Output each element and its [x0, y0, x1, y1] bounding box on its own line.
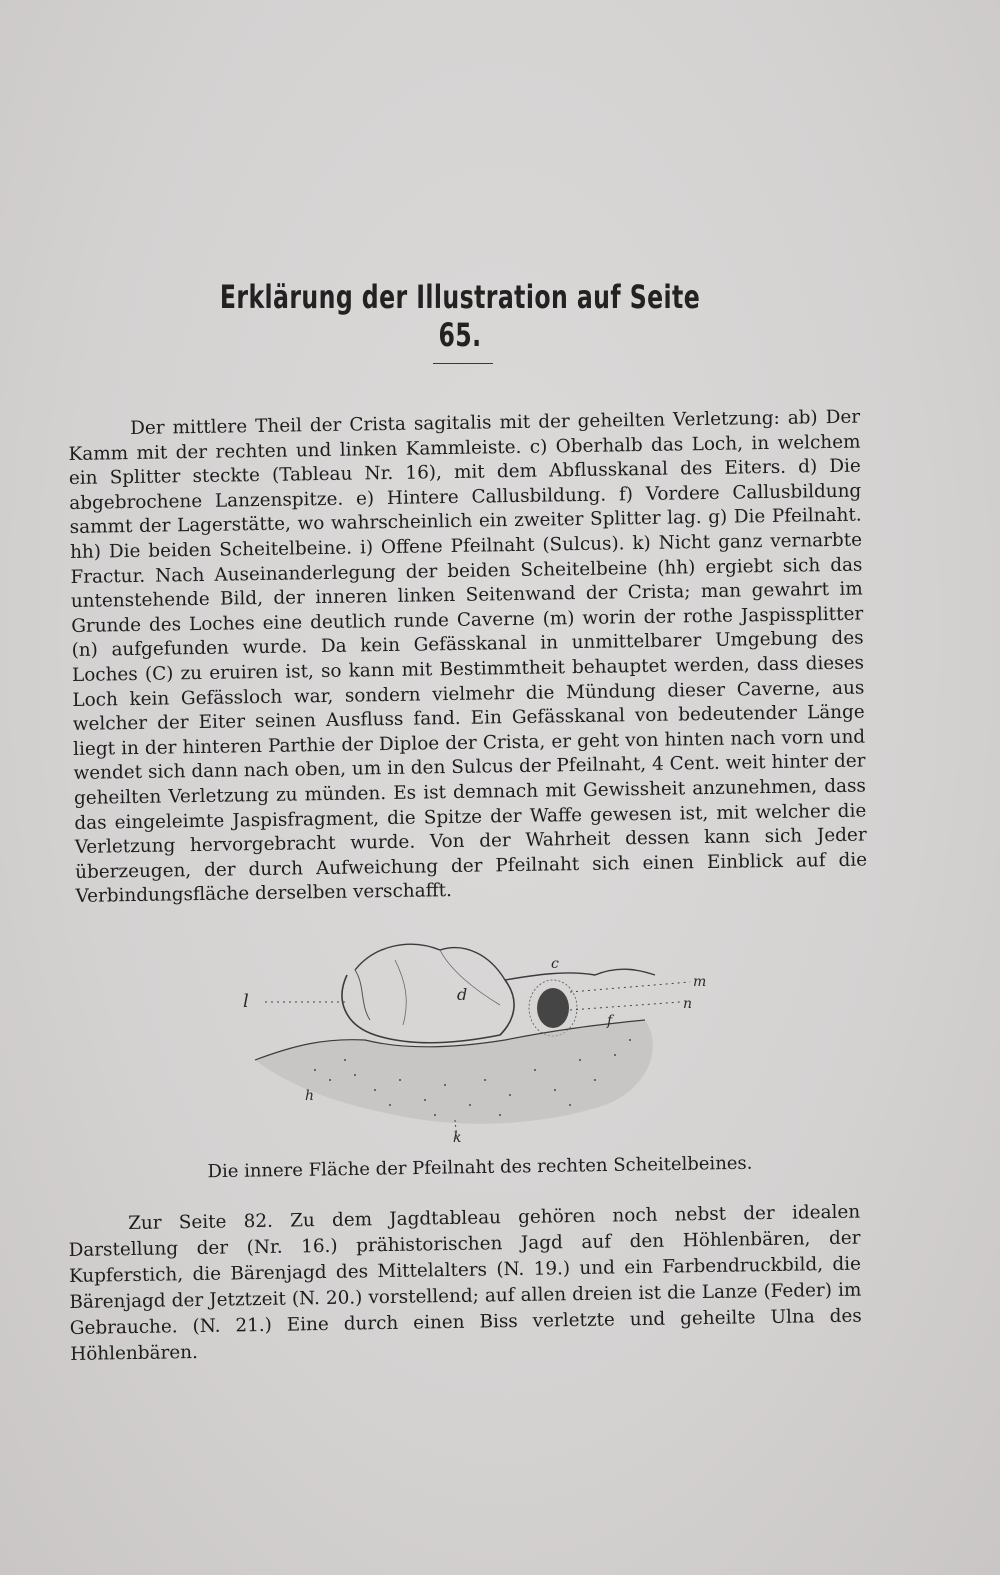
- figure-label-c: c: [551, 956, 559, 972]
- figure-label-k: k: [453, 1130, 462, 1145]
- explanation-paragraph: Der mittlere Theil der Crista sagitalis mit der geheilten Verletzung: ab) Der Kamm mit der rechten und linken Kammleiste. c) Oberhalb das Loch, in welchem ein Splitter steckte (Tableau Nr. 16), mit dem Abflusskanal des Eiters. d) Die abgebrochene Lanzenspitze. e) Hintere Callusbildung. f) Vordere Callusbildung sammt der Lagerstätte, wo wahrscheinlich ein zweiter Splitter lag. g) Die Pfeilnaht. hh) Die beiden Scheitelbeine. i) Offene Pfeilnaht (Sulcus). k) Nicht ganz vernarbte Fractur. Nach Auseinanderlegung der beiden Scheitelbeine (hh) ergiebt sich das untenstehende Bild, der inneren linken Seitenwand der Crista; man gewahrt im Grunde des Loches eine deutlich runde Caverne (m) worin der rothe Jaspissplitter (n) aufgefunden wurde. Da kein Gefässkanal in unmittelbarer Umgebung des Loches (C) zu eruiren ist, so kann mit Bestimmtheit behauptet werden, dass dieses Loch kein Gefässloch war, sondern vielmehr die Mündung dieser Caverne, aus welcher der Eiter seinen Ausfluss fand. Ein Gefässkanal von bedeutender Länge liegt in der hinteren Parthie der Diploe der Crista, er geht von hinten nach vorn und wendet sich dann nach oben, um in den Sulcus der Pfeilnaht, 4 Cent. weit hinter der geheilten Verletzung zu münden. Es ist demnach mit Gewissheit anzunehmen, dass das eingeleimte Jaspisfragment, die Spitze der Waffe gewesen ist, mit welcher die Verletzung hervorgebracht wurde. Von der Wahrheit dessen kann sich Jeder überzeugen, der durch Aufweichung der Pfeilnaht sich einen Einblick auf die Verbindungsfläche derselben verschafft.: [68, 406, 868, 908]
- figure-caption: Die innere Fläche der Pfeilnaht des rechten Scheitelbeines.: [207, 1152, 753, 1183]
- figure-label-d: d: [457, 985, 468, 1004]
- skull-fragment-illustration: [235, 930, 710, 1145]
- figure-label-l: l: [243, 991, 249, 1012]
- title-divider: [433, 363, 493, 364]
- note-paragraph: Zur Seite 82. Zu dem Jagdtableau gehören noch nebst der idealen Darstellung der (Nr. 16.) prähistorischen Jagd auf den Höhlenbären, der Kupferstich, die Bärenjagd des Mittelalters (N. 19.) und ein Farbendruckbild, die Bärenjagd der Jetztzeit (N. 20.) vorstellend; auf allen dreien ist die Lanze (Feder) im Gebrauche. (N. 21.) Eine durch einen Biss verletzte und geheilte Ulna des Höhlenbären.: [68, 1201, 862, 1365]
- figure-label-h: h: [305, 1088, 315, 1104]
- figure-label-f: f: [607, 1013, 613, 1029]
- figure-label-n: n: [683, 996, 693, 1012]
- figure-label-m: m: [693, 974, 707, 990]
- page-title: Erklärung der Illustration auf Seite 65.: [219, 278, 701, 354]
